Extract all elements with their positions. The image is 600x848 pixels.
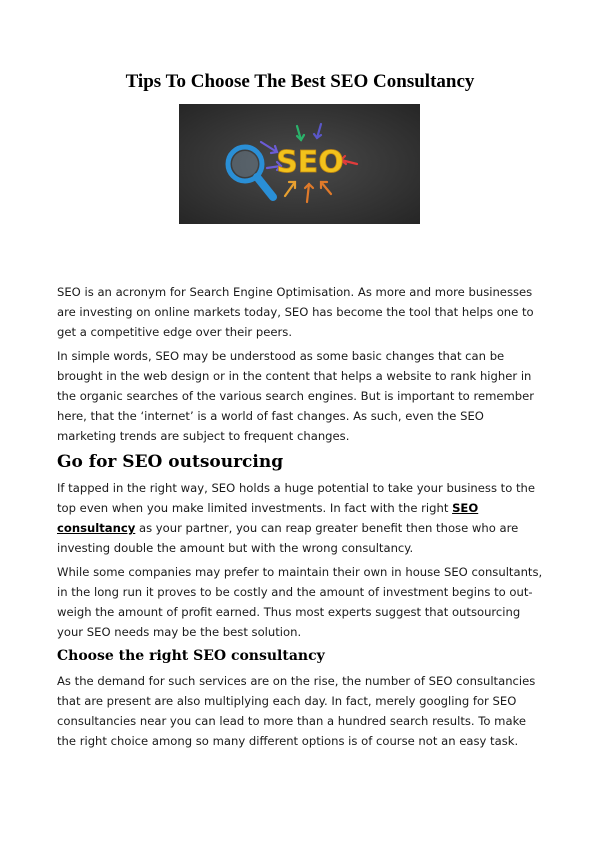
outsourcing-text-before: If tapped in the right way, SEO holds a huge potential to take your business to the top even when you make limited investments. In fact with the right xyxy=(57,481,536,515)
right-consultancy-paragraph-1: As the demand for such services are on the rise, the number of SEO consultancies that are present are also multiplying each day. In fact, merely googling for SEO consultancies near you can lead to more than a hundred search results. To make the right choice among so many different options is of course not an easy task. xyxy=(57,674,536,748)
section-heading-outsourcing: Go for SEO outsourcing xyxy=(57,452,284,472)
intro-paragraph-2: In simple words, SEO may be understood as some basic changes that can be brought in the web design or in the content that helps a website to rank higher in the organic searches of the various search engines. But is important to remember here, that the ‘internet’ is a world of fast changes. As such, even the SEO marketing trends are subject to frequent changes. xyxy=(57,349,535,443)
outsourcing-text-after: as your partner, you can reap greater benefit then those who are investing double the amount but with the wrong consultancy. xyxy=(57,521,519,555)
outsourcing-paragraph-2: While some companies may prefer to maintain their own in house SEO consultants, in the long run it proves to be costly and the amount of investment begins to out-weigh the amount of profit earned. Thus most experts suggest that outsourcing your SEO needs may be the best solution. xyxy=(57,565,543,639)
section-heading-right-consultancy: Choose the right SEO consultancy xyxy=(57,648,325,664)
hero-image xyxy=(179,104,420,224)
seo-consultancy-link[interactable]: SEO consultancy xyxy=(57,501,479,535)
page-title: Tips To Choose The Best SEO Consultancy xyxy=(125,70,475,92)
outsourcing-paragraph-1 xyxy=(57,478,543,558)
hero-logo-text: SEO xyxy=(276,145,344,180)
intro-paragraph-1: SEO is an acronym for Search Engine Optimisation. As more and more businesses are investing on online markets today, SEO has become the tool that helps one to get a competitive edge over their peers. xyxy=(57,285,534,339)
